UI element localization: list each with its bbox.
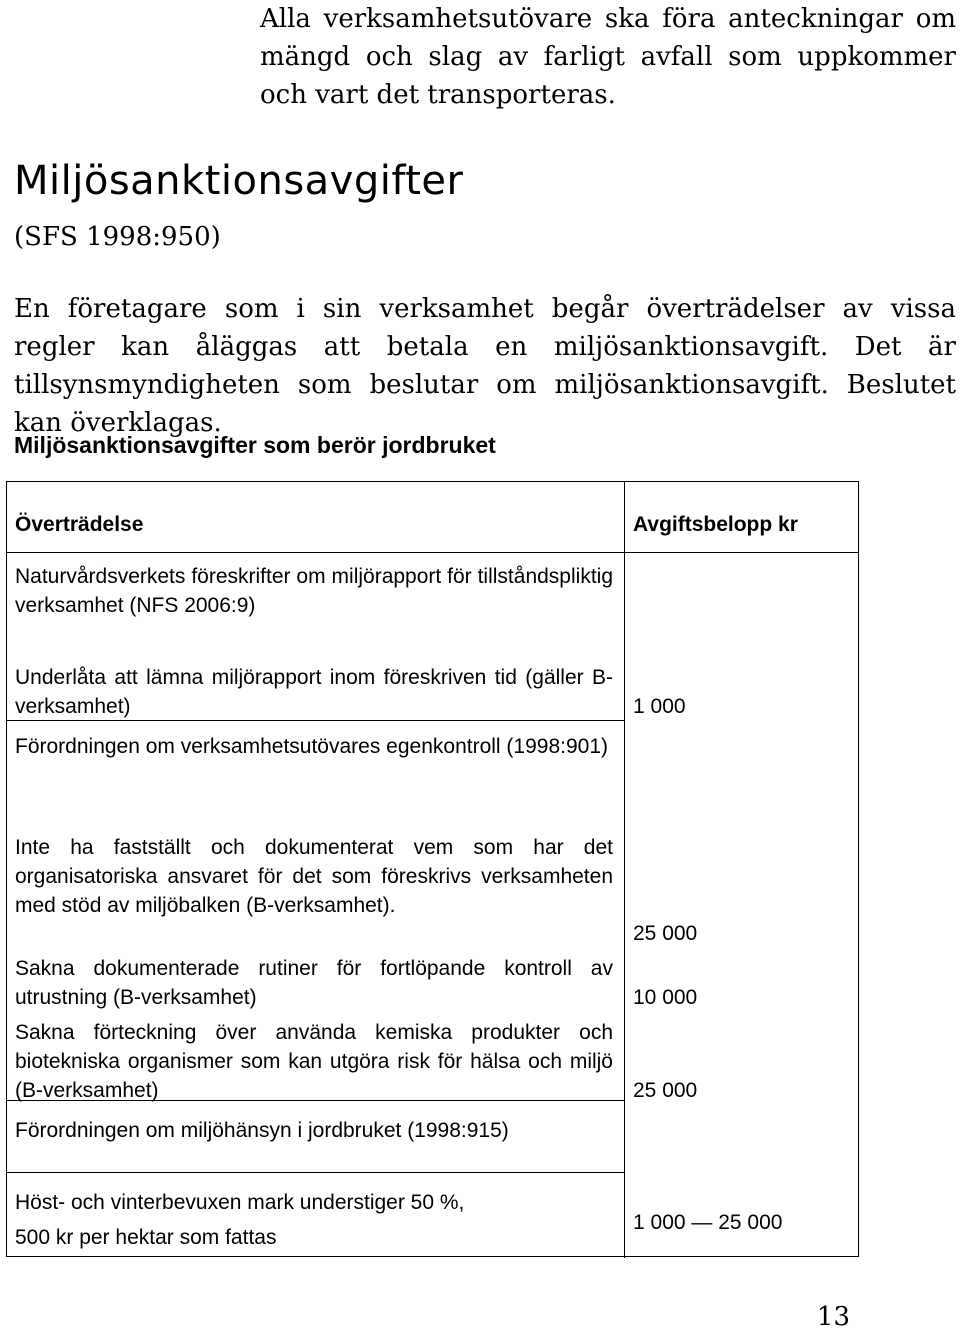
fee-amount: 25 000 <box>633 922 698 945</box>
page-number: 13 <box>816 1302 850 1332</box>
violation-text-line: 500 kr per hektar som fattas <box>15 1226 277 1249</box>
intro-paragraph: Alla verksamhetsutövare ska föra anteckningar om mängd och slag av farligt avfall som uppkommer och vart det transporteras. <box>260 4 956 110</box>
violation-text-line: Höst- och vinterbevuxen mark understiger 50 %, <box>15 1191 465 1214</box>
table-divider <box>7 552 859 553</box>
section-reference: (SFS 1998:950) <box>14 222 221 252</box>
violation-text: Underlåta att lämna miljörapport inom föreskriven tid (gäller B-verksamhet) <box>15 666 613 718</box>
section-title: Miljösanktionsavgifter <box>14 158 464 204</box>
table-column-divider <box>624 482 625 1258</box>
group-heading: Förordningen om verksamhetsutövares egenkontroll (1998:901) <box>15 735 608 758</box>
table-divider <box>7 1172 624 1173</box>
group-heading: Förordningen om miljöhänsyn i jordbruket (1998:915) <box>15 1119 509 1142</box>
header-violation: Överträdelse <box>15 513 144 536</box>
section-body: En företagare som i sin verksamhet begår överträdelser av vissa regler kan åläggas att betala en miljösanktionsavgift. Det är tillsynsmyndigheten som beslutar om miljösanktionsavgift. Beslutet kan överklagas. <box>14 294 956 438</box>
violation-text: Sakna dokumenterade rutiner för fortlöpande kontroll av utrustning (B-verksamhet) <box>15 957 613 1009</box>
fee-amount: 1 000 <box>633 695 686 718</box>
violation-text: Inte ha fastställt och dokumenterat vem som har det organisatoriska ansvaret för det som föreskrivs verksamheten med stöd av miljöbalken (B-verksamhet). <box>15 836 613 917</box>
fee-amount: 25 000 <box>633 1079 698 1102</box>
fee-amount: 10 000 <box>633 986 698 1009</box>
sanction-fee-table <box>6 481 859 1257</box>
violation-text: Sakna förteckning över använda kemiska produkter och biotekniska organismer som kan utgöra risk för hälsa och miljö (B-verksamhet) <box>15 1021 613 1102</box>
fee-amount-range: 1 000 — 25 000 <box>633 1211 783 1234</box>
group-heading: Naturvårdsverkets föreskrifter om miljörapport för tillståndspliktig verksamhet (NFS 2006:9) <box>15 565 613 617</box>
header-fee-amount: Avgiftsbelopp kr <box>633 513 798 536</box>
table-title: Miljösanktionsavgifter som berör jordbruket <box>14 432 496 458</box>
